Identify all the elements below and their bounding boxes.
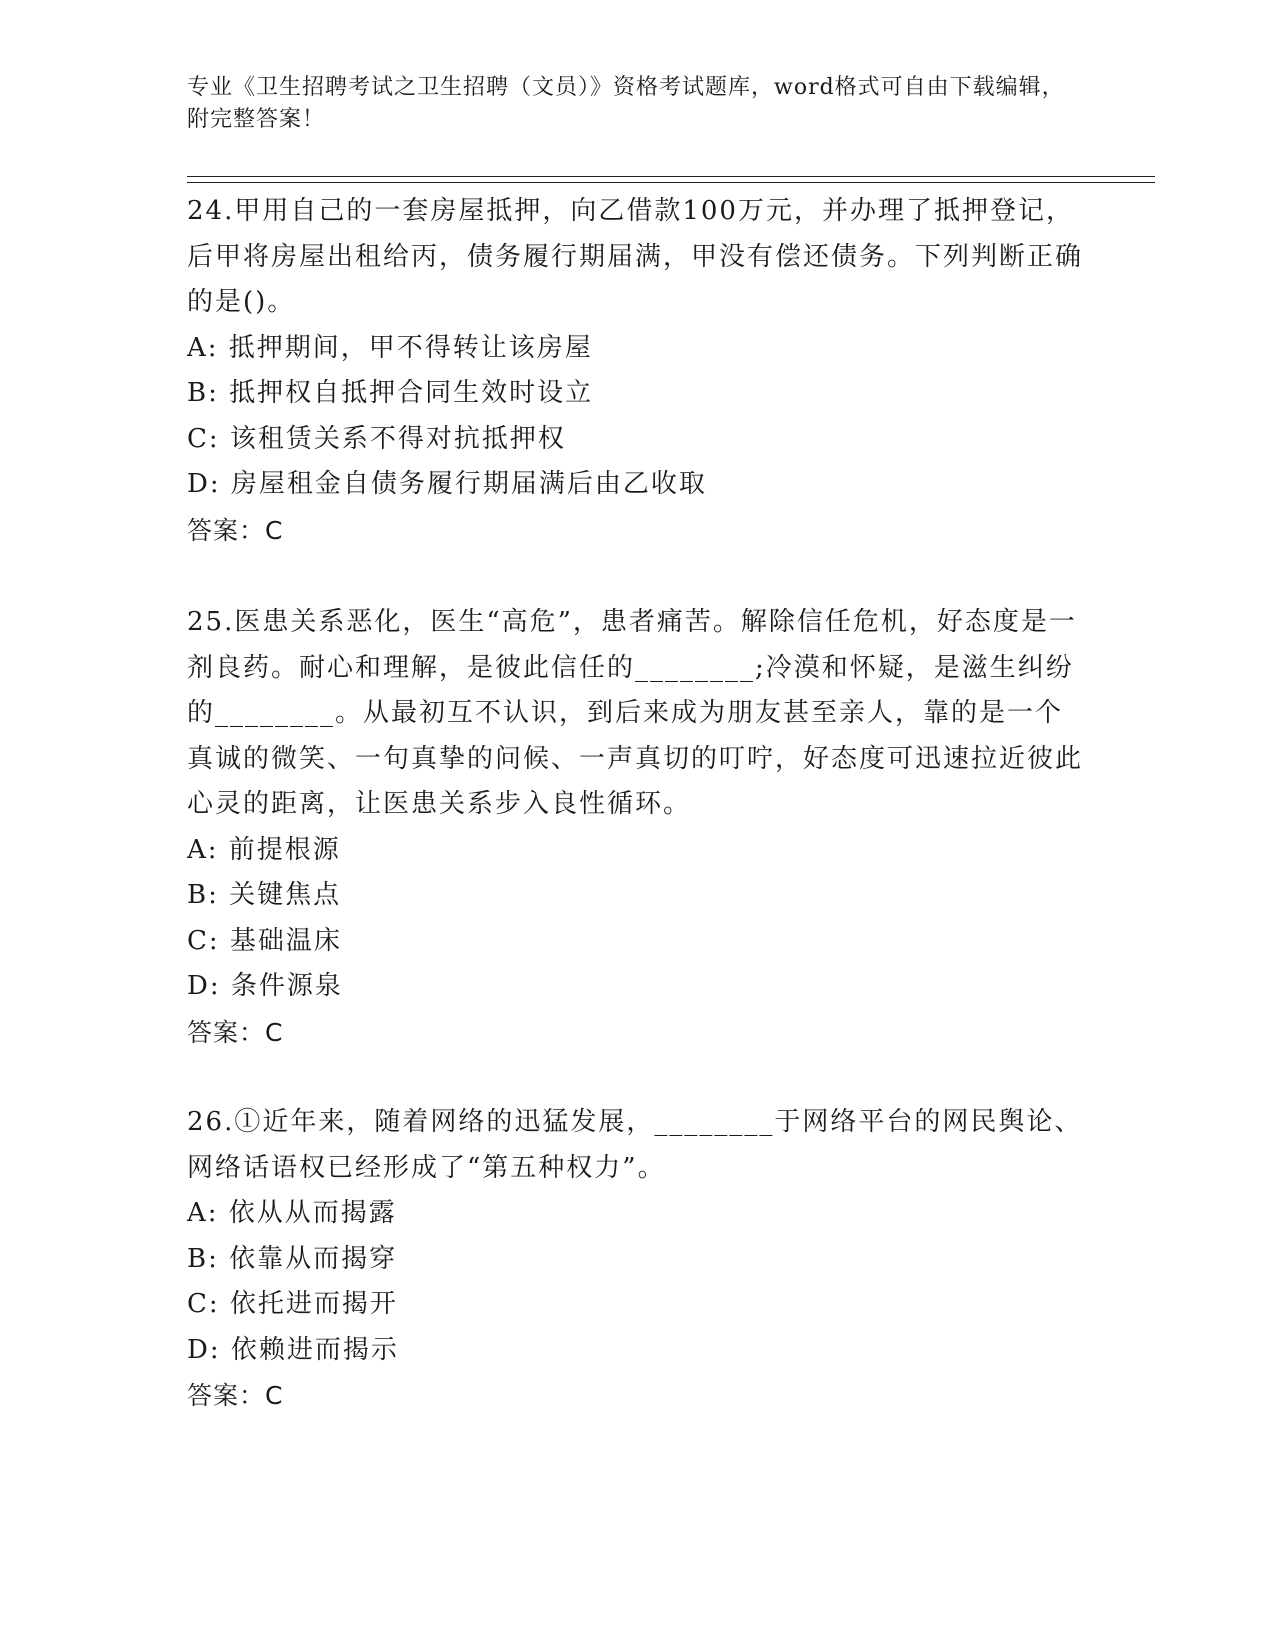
- option-c: C: 该租赁关系不得对抗抵押权: [187, 423, 566, 454]
- question-26: [187, 1100, 1087, 1419]
- option-a: A: 依从从而揭露: [187, 1198, 397, 1228]
- answer: 答案：C: [187, 1017, 284, 1047]
- answer: 答案：C: [187, 515, 284, 545]
- option-a: A: 抵押期间，甲不得转让该房屋: [187, 332, 593, 363]
- document-header: 专业《卫生招聘考试之卫生招聘（文员）》资格考试题库，word格式可自由下载编辑，附完整答案！: [187, 75, 1065, 132]
- question-25: [187, 600, 1087, 1055]
- option-b: B: 关键焦点: [187, 880, 342, 910]
- option-c: C: 基础温床: [187, 925, 342, 956]
- question-stem: 24.甲用自己的一套房屋抵押，向乙借款100万元，并办理了抵押登记，后甲将房屋出租给丙，债务履行期届满，甲没有偿还债务。下列判断正确的是()。: [187, 196, 1084, 317]
- option-a: A: 前提根源: [187, 834, 341, 865]
- option-d: D: 条件源泉: [187, 971, 343, 1001]
- answer: 答案：C: [187, 1381, 284, 1410]
- option-b: B: 依靠从而揭穿: [187, 1243, 398, 1274]
- header-divider-top: [187, 176, 1155, 177]
- option-d: D: 房屋租金自债务履行期届满后由乙收取: [187, 469, 707, 499]
- question-24: [187, 189, 1087, 553]
- header-divider-bottom: [187, 182, 1155, 183]
- question-stem: 26.①近年来，随着网络的迅猛发展，________于网络平台的网民舆论、网络话语权已经形成了“第五种权力”。: [187, 1107, 1083, 1183]
- question-stem: 25.医患关系恶化，医生“高危”，患者痛苦。解除信任危机，好态度是一剂良药。耐心和理解，是彼此信任的________;冷漠和怀疑，是滋生纠纷的________。从最初互不认识，到后来成为朋友甚至亲人，靠的是一个真诚的微笑、一句真挚的问候、一声真切的叮咛，好态度可迅速拉近彼此心灵的距离，让医患关系步入良性循环。: [187, 607, 1084, 819]
- option-b: B: 抵押权自抵押合同生效时设立: [187, 378, 594, 408]
- option-d: D: 依赖进而揭示: [187, 1334, 399, 1365]
- option-c: C: 依托进而揭开: [187, 1289, 398, 1319]
